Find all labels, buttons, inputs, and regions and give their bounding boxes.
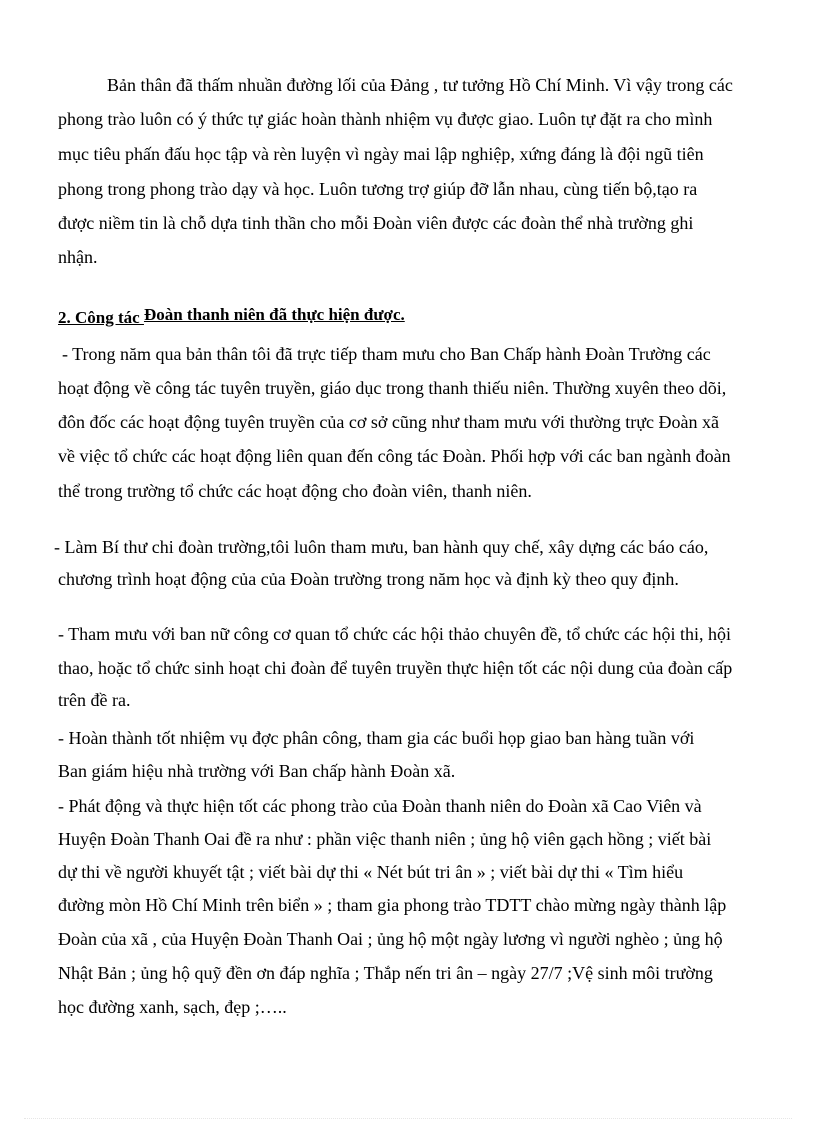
paragraph-1-line-3: mục tiêu phấn đấu học tập và rèn luyện vì ngày mai lập nghiệp, xứng đáng là đội ngũ tiên bbox=[58, 144, 704, 164]
paragraph-2-line-2: hoạt động về công tác tuyên truyền, giáo dục trong thanh thiếu niên. Thường xuyên theo dõi, bbox=[58, 378, 727, 398]
paragraph-5-line-2: Ban giám hiệu nhà trường với Ban chấp hành Đoàn xã. bbox=[58, 761, 456, 781]
paragraph-6-line-2: Huyện Đoàn Thanh Oai đề ra như : phần việc thanh niên ; ủng hộ viên gạch hồng ; viết bài bbox=[58, 829, 712, 849]
paragraph-2-line-1: - Trong năm qua bản thân tôi đã trực tiếp tham mưu cho Ban Chấp hành Đoàn Trường các bbox=[62, 344, 711, 364]
paragraph-4-line-3: trên đề ra. bbox=[58, 690, 131, 710]
paragraph-4-line-2: thao, hoặc tổ chức sinh hoạt chi đoàn để tuyên truyền thực hiện tốt các nội dung của đoàn cấp bbox=[58, 658, 733, 678]
paragraph-6-line-4: đường mòn Hồ Chí Minh trên biển » ; tham gia phong trào TDTT chào mừng ngày thành lập bbox=[58, 895, 727, 915]
paragraph-2-line-5: thể trong trường tổ chức các hoạt động cho đoàn viên, thanh niên. bbox=[58, 481, 532, 501]
paragraph-2-line-3: đôn đốc các hoạt động tuyên truyền của cơ sở cũng như tham mưu với thường trực Đoàn xã bbox=[58, 412, 719, 432]
page-bottom-divider bbox=[24, 1118, 792, 1119]
paragraph-6-line-7: học đường xanh, sạch, đẹp ;….. bbox=[58, 997, 287, 1017]
paragraph-5-line-1: - Hoàn thành tốt nhiệm vụ đợc phân công, tham gia các buổi họp giao ban hàng tuần với bbox=[58, 728, 695, 748]
section-heading-part-a: 2. Công tác bbox=[58, 308, 144, 327]
section-heading-part-b: Đoàn thanh niên đã thực hiện được. bbox=[143, 305, 405, 324]
paragraph-6-line-3: dự thi về người khuyết tật ; viết bài dự thi « Nét bút tri ân » ; viết bài dự thi « Tìm hiểu bbox=[58, 862, 684, 882]
paragraph-1-line-4: phong trong phong trào dạy và học. Luôn tương trợ giúp đỡ lẫn nhau, cùng tiến bộ,tạo ra bbox=[58, 179, 698, 199]
paragraph-4-line-1: - Tham mưu với ban nữ công cơ quan tổ chức các hội thảo chuyên đề, tổ chức các hội thi, hội bbox=[58, 624, 732, 644]
paragraph-6-line-6: Nhật Bản ; ủng hộ quỹ đền ơn đáp nghĩa ; Thắp nến tri ân – ngày 27/7 ;Vệ sinh môi trường bbox=[58, 963, 713, 983]
paragraph-3-line-2: chương trình hoạt động của của Đoàn trường trong năm học và định kỳ theo quy định. bbox=[58, 569, 679, 589]
paragraph-1-line-6: nhận. bbox=[58, 247, 98, 267]
section-heading bbox=[58, 303, 405, 326]
paragraph-3-line-1: - Làm Bí thư chi đoàn trường,tôi luôn tham mưu, ban hành quy chế, xây dựng các báo cáo, bbox=[54, 537, 709, 557]
paragraph-1-line-5: được niềm tin là chỗ dựa tinh thần cho mỗi Đoàn viên được các đoàn thể nhà trường ghi bbox=[58, 213, 694, 233]
paragraph-1-line-1: Bản thân đã thấm nhuần đường lối của Đảng , tư tưởng Hồ Chí Minh. Vì vậy trong các bbox=[107, 75, 733, 95]
paragraph-2-line-4: về việc tổ chức các hoạt động liên quan đến công tác Đoàn. Phối hợp với các ban ngành đoàn bbox=[58, 446, 731, 466]
paragraph-6-line-1: - Phát động và thực hiện tốt các phong trào của Đoàn thanh niên do Đoàn xã Cao Viên và bbox=[58, 796, 702, 816]
paragraph-1-line-2: phong trào luôn có ý thức tự giác hoàn thành nhiệm vụ được giao. Luôn tự đặt ra cho mình bbox=[58, 109, 713, 129]
paragraph-6-line-5: Đoàn của xã , của Huyện Đoàn Thanh Oai ; ủng hộ một ngày lương vì người nghèo ; ủng hộ bbox=[58, 929, 723, 949]
